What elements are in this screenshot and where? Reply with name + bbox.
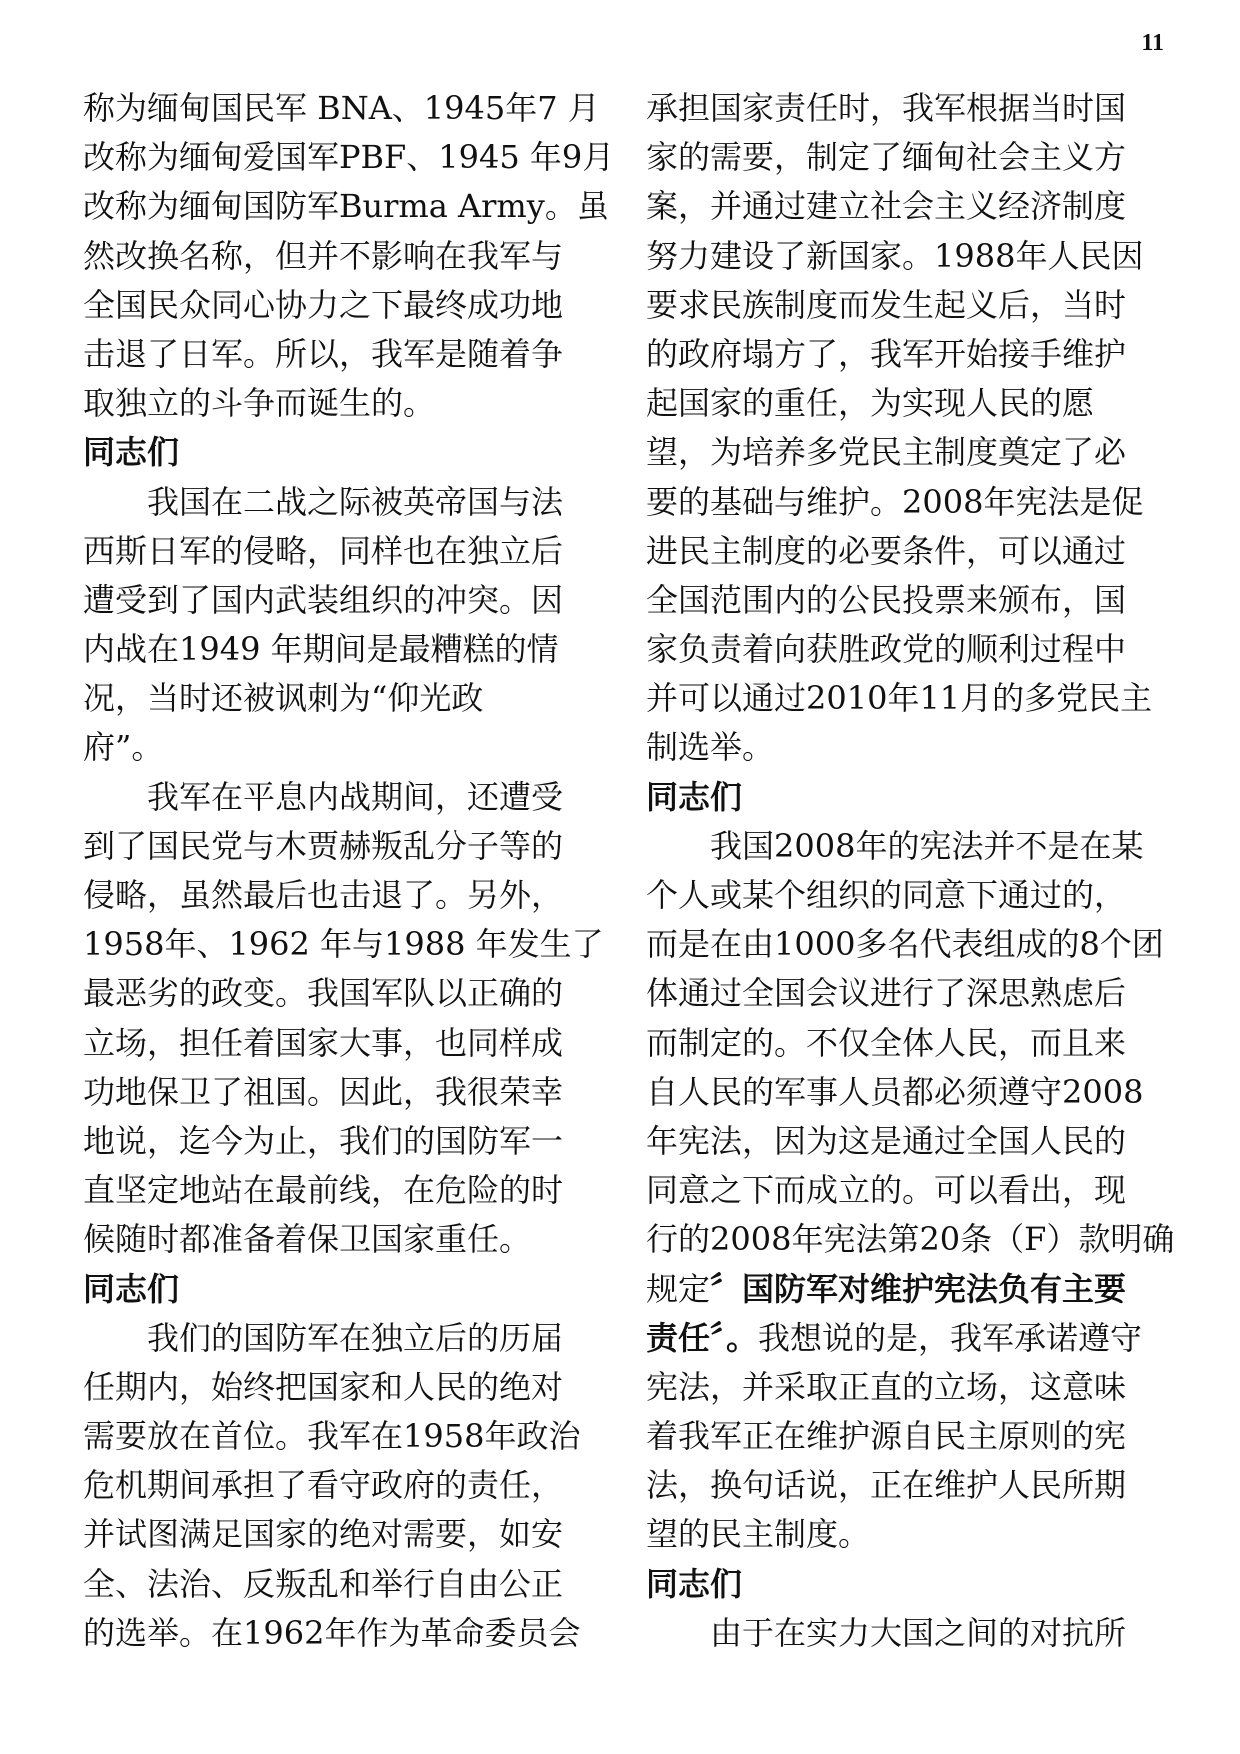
text-segment: 望的民主制度。 [646,1515,871,1554]
text-line [646,723,1166,772]
text-segment: 况，当时还被讽刺为“仰光政 [83,679,484,718]
text-segment: 法，换句话说，正在维护人民所期 [646,1466,1127,1505]
text-segment: 起国家的重任，为实现人民的愿 [646,384,1095,423]
text-segment: 同志们 [83,1269,180,1308]
text-line [646,625,1166,674]
text-line [646,84,1166,133]
text-segment: 我们的国防军在独立后的历届 [83,1318,564,1357]
text-line [646,182,1166,231]
text-line [646,1068,1166,1117]
text-segment: 遭受到了国内武装组织的冲突。因 [83,580,564,619]
text-segment: 的选举。在1962年作为革命委员会 [83,1613,581,1652]
right-column [646,84,1175,1658]
text-segment: 改称为缅甸国防军Burma Army。虽 [83,187,609,226]
text-segment: 承担国家责任时，我军根据当时国 [646,89,1127,127]
text-line [646,920,1166,969]
text-line [83,527,603,576]
text-line [83,920,603,969]
text-segment: 同志们 [646,1564,743,1603]
text-segment: 我国在二战之际被英帝国与法 [83,482,564,521]
text-segment: 的政府塌方了，我军开始接手维护 [646,334,1127,373]
text-segment: 改称为缅甸爱国军PBF、1945 年9月 [83,138,615,177]
text-segment: 家的需要，制定了缅甸社会主义方 [646,138,1127,177]
text-line [83,379,603,428]
text-segment: 任期内，始终把国家和人民的绝对 [83,1367,564,1406]
text-line [646,478,1166,527]
text-segment: 着我军正在维护源自民主原则的宪 [646,1417,1127,1456]
text-segment: 制选举。 [646,728,775,767]
text-line [646,1019,1166,1068]
text-line [646,1412,1166,1461]
text-line [83,330,603,379]
text-line [83,232,603,281]
text-segment: 年宪法，因为这是通过全国人民的 [646,1121,1127,1160]
text-segment: 同志们 [83,433,180,472]
text-line [83,625,603,674]
text-segment: 1958年、1962 年与1988 年发生了 [83,925,604,964]
text-line [83,773,603,822]
text-line [646,232,1166,281]
text-line [646,527,1166,576]
text-line [83,969,603,1018]
text-line [83,133,615,182]
text-segment: 望，为培养多党民主制度奠定了必 [646,433,1127,472]
text-line [83,281,603,330]
text-segment: 并试图满足国家的绝对需要，如安 [83,1515,564,1554]
text-line [646,1314,1166,1363]
text-segment: 立场，担任着国家大事，也同样成 [83,1023,564,1062]
text-segment: 我国2008年的宪法并不是在某 [646,826,1144,865]
section-heading [646,1560,1166,1609]
text-line [646,871,1166,920]
text-line [83,871,603,920]
text-segment: 努力建设了新国家。1988年人民因 [646,236,1144,275]
text-line [646,1117,1166,1166]
text-line [83,576,603,625]
text-segment: 地说，迄今为止，我们的国防军一 [83,1121,564,1160]
text-line [646,1510,1166,1559]
text-segment: 全国民众同心协力之下最终成功地 [83,285,564,324]
text-line [646,1265,1166,1314]
text-line [83,84,603,133]
text-segment: 同志们 [646,777,743,816]
section-heading [83,428,603,477]
text-line [646,576,1166,625]
text-line [646,330,1166,379]
text-segment: 行的2008年宪法第20条（F）款明确 [646,1220,1175,1259]
text-segment: 体通过全国会议进行了深思熟虑后 [646,974,1127,1013]
text-segment: 西斯日军的侵略，同样也在独立后 [83,531,564,570]
text-segment: 然改换名称，但并不影响在我军与 [83,236,564,275]
section-heading [646,773,1166,822]
text-segment: 府”。 [83,728,164,767]
text-segment: 称为缅甸国民军 BNA、1945年7 月 [83,89,600,127]
text-segment: 自人民的军事人员都必须遵守2008 [646,1072,1144,1111]
text-segment: 要的基础与维护。2008年宪法是促 [646,482,1144,521]
text-segment: 击退了日军。所以，我军是随着争 [83,334,564,373]
text-segment: 宪法，并采取正直的立场，这意味 [646,1367,1127,1406]
text-line [646,428,1166,477]
text-segment: 进民主制度的必要条件，可以通过 [646,531,1127,570]
bold-text: 〞国防军对维护宪法负有主要 [710,1269,1127,1308]
text-segment: 侵略，虽然最后也击退了。另外， [83,876,564,914]
text-segment: 家负责着向获胜政党的顺利过程中 [646,630,1127,669]
text-line [646,822,1166,871]
text-segment: 候随时都准备着保卫国家重任。 [83,1220,532,1259]
text-segment: 功地保卫了祖国。因此，我很荣幸 [83,1072,564,1111]
text-line [646,674,1166,723]
text-line [646,379,1166,428]
text-line [83,1068,603,1117]
text-line [83,478,603,527]
text-segment: 我想说的是，我军承诺遵守 [758,1318,1143,1357]
text-segment: 而制定的。不仅全体人民，而且来 [646,1023,1127,1062]
text-segment: 同意之下而成立的。可以看出，现 [646,1171,1127,1210]
text-segment: 并可以通过2010年11月的多党民主 [646,679,1153,718]
text-line [83,1019,603,1068]
text-segment: 我军在平息内战期间，还遭受 [83,777,564,816]
text-segment: 需要放在首位。我军在1958年政治 [83,1417,581,1456]
text-segment: 直坚定地站在最前线，在危险的时 [83,1171,564,1210]
text-line [83,822,603,871]
section-heading [83,1265,603,1314]
text-segment: 危机期间承担了看守政府的责任， [83,1466,564,1505]
text-line [83,723,603,772]
text-line [646,1461,1166,1510]
text-line [83,674,603,723]
text-segment: 到了国民党与木贾赫叛乱分子等的 [83,826,564,865]
text-line [83,1314,603,1363]
text-line [83,1412,603,1461]
text-segment: 个人或某个组织的同意下通过的， [646,876,1127,914]
text-segment: 要求民族制度而发生起义后，当时 [646,285,1127,324]
text-line [83,1117,603,1166]
text-line [83,1461,603,1510]
text-segment: 规定 [646,1269,711,1308]
text-segment: 内战在1949 年期间是最糟糕的情 [83,630,559,669]
text-segment: 取独立的斗争而诞生的。 [83,384,436,423]
page-number: 11 [1141,30,1164,56]
bold-text: 责任〞。 [646,1318,759,1357]
text-line [83,1363,603,1412]
text-line [83,1560,603,1609]
text-line [646,133,1166,182]
text-segment: 而是在由1000多名代表组成的8个团 [646,925,1164,964]
text-segment: 案，并通过建立社会主义经济制度 [646,187,1127,226]
text-segment: 由于在实力大国之间的对抗所 [646,1613,1127,1652]
text-line [646,281,1166,330]
text-segment: 全国范围内的公民投票来颁布，国 [646,580,1127,619]
text-line [83,1166,603,1215]
text-segment: 全、法治、反叛乱和举行自由公正 [83,1564,564,1603]
text-line [646,1363,1166,1412]
text-line [646,969,1166,1018]
text-line [646,1609,1166,1658]
text-line [83,1609,603,1658]
left-column [83,84,615,1658]
text-line [83,182,609,231]
text-line [646,1166,1166,1215]
text-line [83,1510,603,1559]
text-segment: 最恶劣的政变。我国军队以正确的 [83,974,564,1013]
text-line [83,1215,603,1264]
text-line [646,1215,1175,1264]
